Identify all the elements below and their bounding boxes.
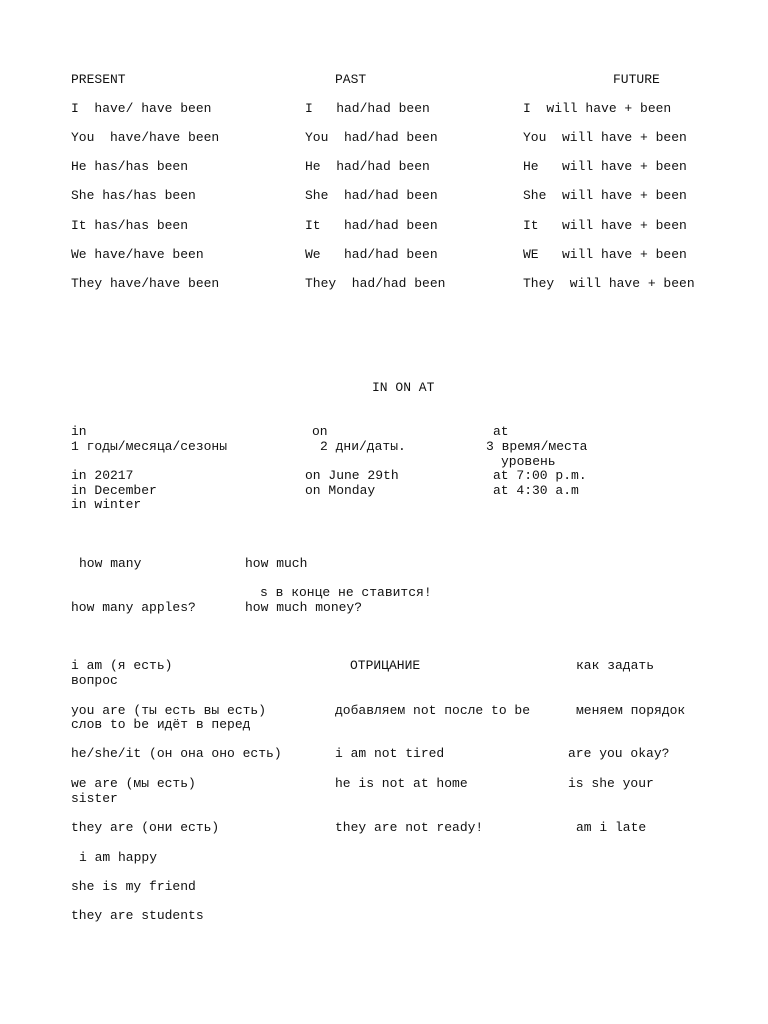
- present-row-you: You have/have been: [71, 130, 220, 145]
- on-example-day: on Monday: [305, 483, 376, 498]
- at-heading: at: [493, 424, 509, 439]
- past-row-she: She had/had been: [305, 188, 438, 203]
- in-heading: in: [71, 424, 87, 439]
- present-row-they: They have/have been: [71, 276, 220, 291]
- present-row-we: We have/have been: [71, 247, 204, 262]
- to-be-row-they: they are (они есть): [71, 820, 220, 835]
- on-example-date: on June 29th: [305, 468, 399, 483]
- past-row-he: He had/had been: [305, 159, 430, 174]
- future-row-she: She will have + been: [523, 188, 687, 203]
- to-be-question-rule: меняем порядок: [576, 703, 686, 718]
- to-be-header-negation: ОТРИЦАНИЕ: [350, 658, 421, 673]
- prepositions-title: IN ON AT: [372, 380, 435, 395]
- future-row-we: WE will have + been: [523, 247, 687, 262]
- past-row-they: They had/had been: [305, 276, 446, 291]
- past-row-we: We had/had been: [305, 247, 438, 262]
- to-be-example-3: they are students: [71, 908, 204, 923]
- future-row-they: They will have + been: [523, 276, 695, 291]
- to-be-negation-example-2: he is not at home: [335, 776, 468, 791]
- to-be-negation-example-3: they are not ready!: [335, 820, 484, 835]
- to-be-question-example-2-wrap: sister: [71, 791, 118, 806]
- on-rule: 2 дни/даты.: [320, 439, 406, 454]
- to-be-question-rule-wrap: слов to be идёт в перед: [71, 717, 251, 732]
- past-row-i: I had/had been: [305, 101, 430, 116]
- future-row-i: I will have + been: [523, 101, 672, 116]
- present-row-i: I have/ have been: [71, 101, 212, 116]
- to-be-question-example-1: are you okay?: [568, 746, 670, 761]
- future-row-he: He will have + been: [523, 159, 687, 174]
- future-row-you: You will have + been: [523, 130, 687, 145]
- to-be-negation-rule: добавляем not после to be: [335, 703, 531, 718]
- to-be-header-question-wrap: вопрос: [71, 673, 118, 688]
- at-example-am: at 4:30 a.m: [493, 483, 579, 498]
- header-present: PRESENT: [71, 72, 126, 87]
- in-example-month: in December: [71, 483, 157, 498]
- to-be-question-example-2: is she your: [568, 776, 654, 791]
- at-rule: 3 время/места: [486, 439, 588, 454]
- to-be-example-1: i am happy: [79, 850, 158, 865]
- to-be-negation-example-1: i am not tired: [335, 746, 445, 761]
- header-future: FUTURE: [613, 72, 660, 87]
- how-many-heading: how many: [79, 556, 142, 571]
- on-heading: on: [312, 424, 328, 439]
- to-be-row-we: we are (мы есть): [71, 776, 196, 791]
- to-be-header-affirmative: i am (я есть): [71, 658, 173, 673]
- to-be-example-2: she is my friend: [71, 879, 196, 894]
- to-be-question-example-3: am i late: [576, 820, 647, 835]
- in-example-season: in winter: [71, 497, 142, 512]
- future-row-it: It will have + been: [523, 218, 687, 233]
- present-row-she: She has/has been: [71, 188, 196, 203]
- how-many-example: how many apples?: [71, 600, 196, 615]
- in-example-year: in 20217: [71, 468, 134, 483]
- at-rule-wrap: уровень: [501, 454, 556, 469]
- present-row-it: It has/has been: [71, 218, 189, 233]
- past-row-it: It had/had been: [305, 218, 438, 233]
- at-example-pm: at 7:00 p.m.: [493, 468, 587, 483]
- to-be-row-he-she-it: he/she/it (он она оно есть): [71, 746, 282, 761]
- in-rule: 1 годы/месяца/сезоны: [71, 439, 228, 454]
- quantity-note: s в конце не ставится!: [260, 585, 432, 600]
- to-be-row-you: you are (ты есть вы есть): [71, 703, 267, 718]
- to-be-header-question: как задать: [576, 658, 655, 673]
- how-much-example: how much money?: [245, 600, 363, 615]
- how-much-heading: how much: [245, 556, 308, 571]
- header-past: PAST: [335, 72, 367, 87]
- present-row-he: He has/has been: [71, 159, 189, 174]
- past-row-you: You had/had been: [305, 130, 438, 145]
